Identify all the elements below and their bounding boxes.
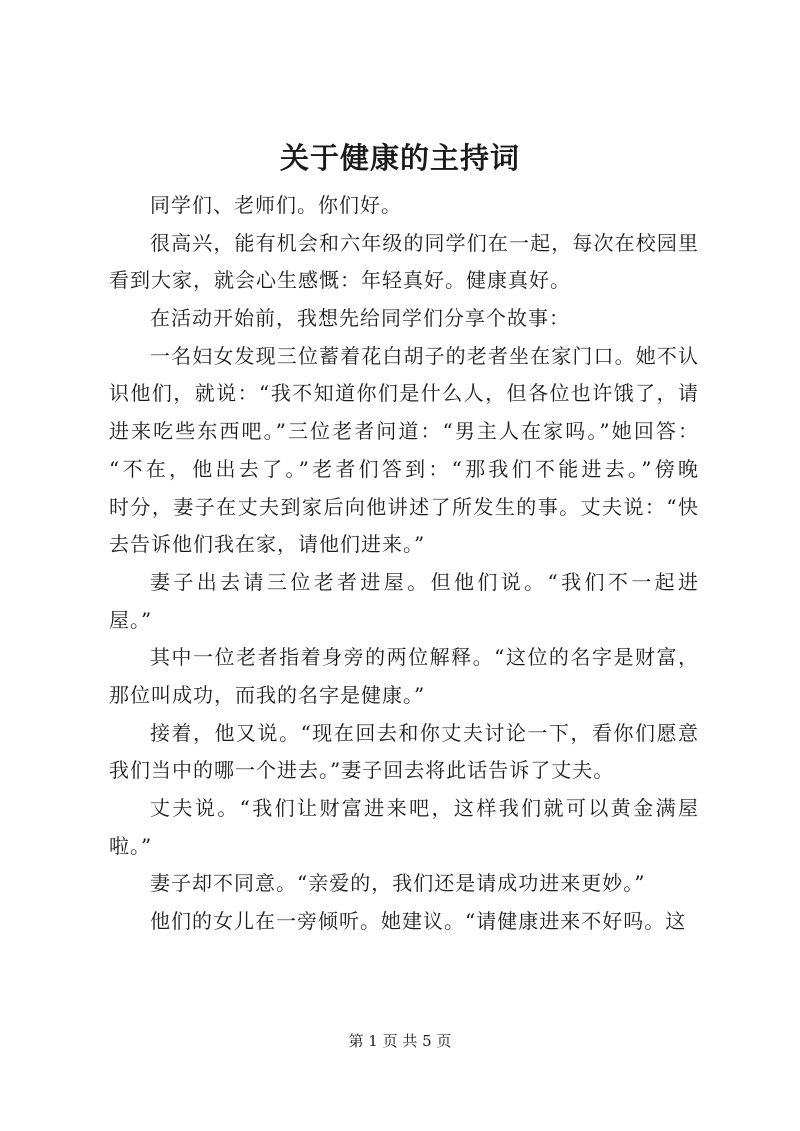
paragraph [109, 564, 699, 639]
paragraph [109, 187, 699, 225]
paragraph [109, 790, 699, 865]
text-line: 去告诉他们我在家，请他们进来。” [109, 532, 426, 557]
text-line: 一名妇女发现三位蓄着花白胡子的老者坐在家门口。她不认 [150, 343, 699, 368]
text-line: 很高兴，能有机会和六年级的同学们在一起，每次在校园里 [150, 230, 699, 255]
text-line: 接着，他又说。“现在回去和你丈夫讨论一下，看你们愿意 [150, 720, 699, 745]
paragraph [109, 338, 699, 564]
text-line: “不在，他出去了。”老者们答到：“那我们不能进去。”傍晚 [109, 456, 699, 481]
document-title: 关于健康的主持词 [279, 141, 520, 175]
paragraph [109, 903, 699, 941]
text-line: 在活动开始前，我想先给同学们分享个故事： [150, 306, 570, 331]
text-line: 那位叫成功，而我的名字是健康。” [109, 682, 426, 707]
paragraph [109, 300, 699, 338]
text-line: 妻子出去请三位老者进屋。但他们说。“我们不一起进 [150, 569, 699, 594]
page-footer: 第 1 页 共 5 页 [348, 1032, 452, 1050]
text-line: 时分，妻子在丈夫到家后向他讲述了所发生的事。丈夫说：“快 [109, 494, 699, 519]
paragraph [109, 715, 699, 790]
text-line: 丈夫说。“我们让财富进来吧，这样我们就可以黄金满屋 [150, 796, 699, 820]
text-line: 其中一位老者指着身旁的两位解释。“这位的名字是财富， [150, 645, 699, 670]
document-body [109, 187, 699, 941]
text-line: 同学们、老师们。你们好。 [150, 193, 402, 217]
paragraph [109, 865, 699, 903]
paragraph [109, 225, 699, 300]
text-line: 进来吃些东西吧。”三位老者问道：“男主人在家吗。”她回答： [109, 419, 699, 444]
text-line: 他们的女儿在一旁倾听。她建议。“请健康进来不好吗。这 [150, 909, 687, 934]
text-line: 妻子却不同意。“亲爱的，我们还是请成功进来更妙。” [150, 871, 646, 896]
text-line: 我们当中的哪一个进去。”妻子回去将此话告诉了丈夫。 [109, 758, 615, 783]
text-line: 屋。” [109, 607, 153, 632]
text-line: 看到大家，就会心生感慨：年轻真好。健康真好。 [109, 268, 571, 293]
paragraph [109, 639, 699, 714]
text-line: 识他们，就说：“我不知道你们是什么人，但各位也许饿了，请 [109, 381, 699, 406]
text-line: 啦。” [109, 833, 153, 858]
